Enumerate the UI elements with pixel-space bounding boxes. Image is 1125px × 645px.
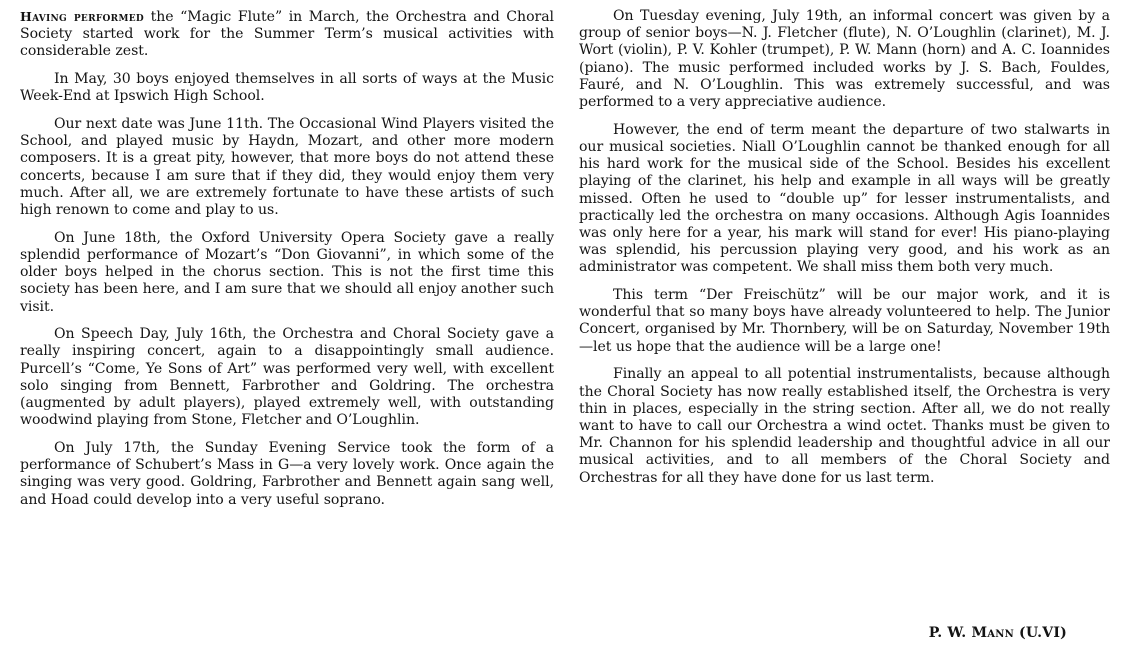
paragraph-magic-flute [20, 8, 554, 61]
paragraph-speech-day: On Speech Day, July 16th, the Orchestra and Choral Society gave a really inspiring concert, again to a disappointingly small audience. Purcell’s “Come, Ye Sons of Art” was performed very well, with excellent solo singing from Bennett, Farbrother and Goldring. The orchestra (augmented by adult players), played extremely well, with outstanding woodwind playing from Stone, Fletcher and O’Loughlin. [20, 326, 554, 429]
paragraph-text: the “Magic Flute” in March, the Orchestra and Choral Society started work for the Summer Term’s musical activities with considerable zest. [20, 9, 554, 60]
paragraph-music-weekend: In May, 30 boys enjoyed themselves in all sorts of ways at the Music Week-End at Ipswich High School. [20, 71, 554, 105]
paragraph-departures: However, the end of term meant the departure of two stalwarts in our musical societies. Niall O’Loughlin cannot be thanked enough for all his hard work for the musical side of the School. Besides his excellent playing of the clarinet, his help and example in all ways will be greatly missed. Often he used to “double up” for lesser instrumentalists, and practically led the orchestra on many occasions. Although Agis Ioannides was only here for a year, his mark will stand for ever! His piano-playing was splendid, his percussion playing very good, and his work as an administrator was competent. We shall miss them both very much. [579, 121, 1110, 276]
paragraph-informal-concert: On Tuesday evening, July 19th, an informal concert was given by a group of senior boys—N. J. Fletcher (flute), N. O’Loughlin (clarinet), M. J. Wort (violin), P. V. Kohler (trumpet), P. W. Mann (horn) and A. C. Ioannides (piano). The music performed included works by J. S. Bach, Fouldes, Fauré, and N. O’Loughlin. This was extremely successful, and was performed to a very appreciative audience. [579, 8, 1110, 111]
author-signature [929, 625, 1067, 642]
paragraph-evening-service: On July 17th, the Sunday Evening Service took the form of a performance of Schubert’s Mass in G—a very lovely work. Once again the singing was very good. Goldring, Farbrother and Bennett again sang well, and Hoad could develop into a very useful soprano. [20, 439, 554, 508]
paragraph-freischutz: This term “Der Freischütz” will be our major work, and it is wonderful that so many boys have already volunteered to help. The Junior Concert, organised by Mr. Thornbery, will be on Saturday, November 19th—let us hope that the audience will be a large one! [579, 287, 1110, 355]
paragraph-wind-players: Our next date was June 11th. The Occasional Wind Players visited the School, and played music by Haydn, Mozart, and other more modern composers. It is a great pity, however, that more boys do not attend these concerts, because I am sure that if they did, they would enjoy them very much. After all, we are extremely fortunate to have these artists of such high renown to come and play to us. [20, 116, 554, 219]
signature-initials: P. W. [928, 625, 972, 641]
signature-form: (U.VI) [1013, 625, 1067, 641]
left-column [20, 8, 554, 519]
signature-surname: Mann [971, 625, 1014, 641]
right-column [579, 8, 1110, 497]
paragraph-appeal: Finally an appeal to all potential instrumentalists, because although the Choral Society has now really established itself, the Orchestra is very thin in places, especially in the string section. After all, we do not really want to have to call our Orchestra a wind octet. Thanks must be given to Mr. Channon for his splendid leadership and thoughtful advice in all our musical activities, and to all members of the Choral Society and Orchestras for all they have done for us last term. [579, 366, 1110, 486]
lead-in-caps: Having performed [20, 9, 144, 24]
paragraph-opera-society: On June 18th, the Oxford University Opera Society gave a really splendid performance of Mozart’s “Don Giovanni”, in which some of the older boys helped in the chorus section. This is not the first time this society has been here, and I am sure that we should all enjoy another such visit. [20, 229, 554, 315]
